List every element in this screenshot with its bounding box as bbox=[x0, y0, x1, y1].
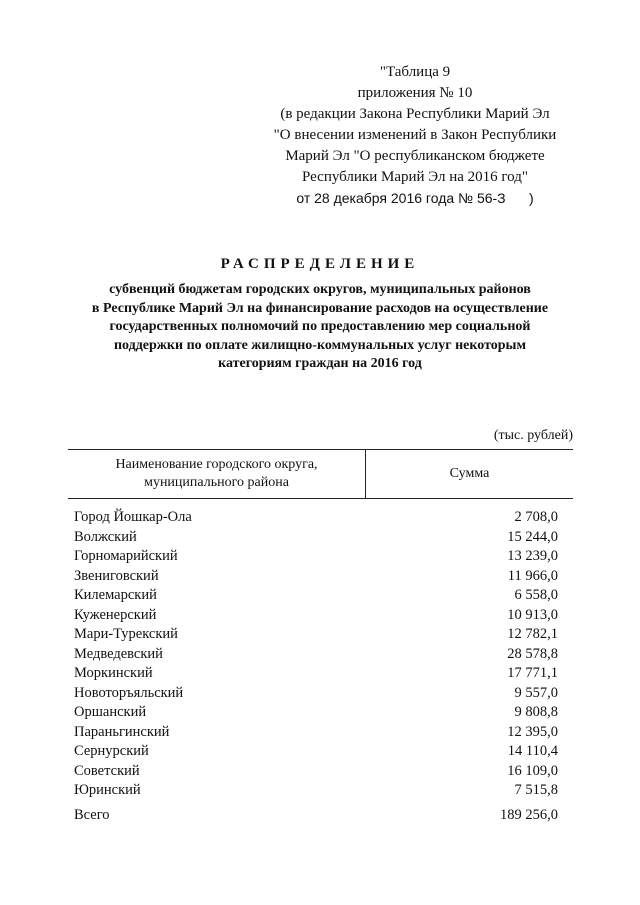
district-amount: 12 782,1 bbox=[507, 626, 558, 642]
header-line: приложения № 10 bbox=[357, 85, 473, 101]
table-row bbox=[74, 742, 558, 762]
total-label: Всего bbox=[74, 807, 110, 823]
district-name: Волжский bbox=[74, 528, 137, 545]
district-name: Советский bbox=[74, 762, 140, 779]
district-amount: 11 966,0 bbox=[507, 567, 558, 584]
total-amount: 189 256,0 bbox=[500, 807, 558, 823]
district-amount: 6 558,0 bbox=[514, 587, 558, 603]
district-name: Параньгинский bbox=[74, 723, 170, 740]
table-row bbox=[74, 703, 558, 723]
district-name: Новоторъяльский bbox=[74, 684, 184, 701]
district-amount: 7 515,8 bbox=[514, 782, 558, 798]
district-amount: 16 109,0 bbox=[507, 762, 558, 779]
table-row bbox=[74, 528, 558, 548]
district-name: Юринский bbox=[74, 782, 141, 798]
table-row bbox=[74, 762, 558, 782]
district-amount: 17 771,1 bbox=[507, 665, 558, 681]
document-title: РАСПРЕДЕЛЕНИЕ bbox=[220, 256, 420, 272]
district-name: Мари-Турекский bbox=[74, 626, 178, 642]
district-name: Медведевский bbox=[74, 645, 163, 662]
district-name: Горномарийский bbox=[74, 548, 178, 564]
header-line: "О внесении изменений в Закон Республики bbox=[273, 127, 557, 143]
district-amount: 12 395,0 bbox=[507, 723, 558, 740]
table-body bbox=[74, 508, 558, 801]
total-row bbox=[74, 806, 558, 826]
column-header-name-line: муниципального района bbox=[144, 475, 289, 490]
district-name: Звениговский bbox=[74, 567, 159, 584]
subtitle-line: субвенций бюджетам городских округов, муниципальных районов bbox=[109, 282, 531, 297]
district-amount: 10 913,0 bbox=[507, 606, 558, 623]
district-amount: 9 557,0 bbox=[514, 684, 558, 701]
district-name: Куженерский bbox=[74, 606, 157, 623]
district-name: Оршанский bbox=[74, 704, 147, 720]
subtitle-line: категориям граждан на 2016 год bbox=[218, 356, 422, 371]
table-row bbox=[74, 625, 558, 645]
table-row bbox=[74, 547, 558, 567]
table-row bbox=[74, 586, 558, 606]
district-amount: 15 244,0 bbox=[507, 528, 558, 545]
column-header-name bbox=[68, 450, 366, 498]
district-name: Моркинский bbox=[74, 665, 153, 681]
table-header bbox=[68, 449, 573, 499]
district-amount: 28 578,8 bbox=[507, 645, 558, 662]
district-name: Сернурский bbox=[74, 743, 149, 759]
district-amount: 14 110,4 bbox=[507, 743, 558, 759]
table-row bbox=[74, 567, 558, 587]
column-header-name-line: Наименование городского округа, bbox=[115, 457, 318, 472]
district-amount: 9 808,8 bbox=[514, 704, 558, 720]
table-row bbox=[74, 723, 558, 743]
column-header-amount: Сумма bbox=[449, 466, 490, 481]
table-row bbox=[74, 606, 558, 626]
subtitle-line: поддержки по оплате жилищно-коммунальных услуг некоторым bbox=[113, 337, 527, 353]
table-row bbox=[74, 781, 558, 801]
decree-date-line: от 28 декабря 2016 года № 56-З ) bbox=[296, 190, 534, 206]
subtitle-line: государственных полномочий по предоставлению мер социальной bbox=[109, 319, 531, 334]
subtitle-line: в Республике Марий Эл на финансирование расходов на осуществление bbox=[91, 300, 549, 316]
header-line: (в редакции Закона Республики Марий Эл bbox=[280, 106, 550, 122]
header-line: Марий Эл "О республиканском бюджете bbox=[285, 148, 545, 164]
document-subtitle bbox=[60, 281, 580, 374]
district-amount: 13 239,0 bbox=[507, 548, 558, 564]
table-row bbox=[74, 645, 558, 665]
header-line: "Таблица 9 bbox=[379, 64, 451, 80]
appendix-header bbox=[250, 62, 580, 209]
district-name: Город Йошкар-Ола bbox=[74, 509, 192, 525]
table-row bbox=[74, 664, 558, 684]
district-amount: 2 708,0 bbox=[514, 509, 558, 525]
units-label: (тыс. рублей) bbox=[493, 428, 573, 443]
table-row bbox=[74, 684, 558, 704]
district-name: Килемарский bbox=[74, 587, 157, 603]
header-line: Республики Марий Эл на 2016 год" bbox=[301, 169, 529, 185]
table-row bbox=[74, 508, 558, 528]
